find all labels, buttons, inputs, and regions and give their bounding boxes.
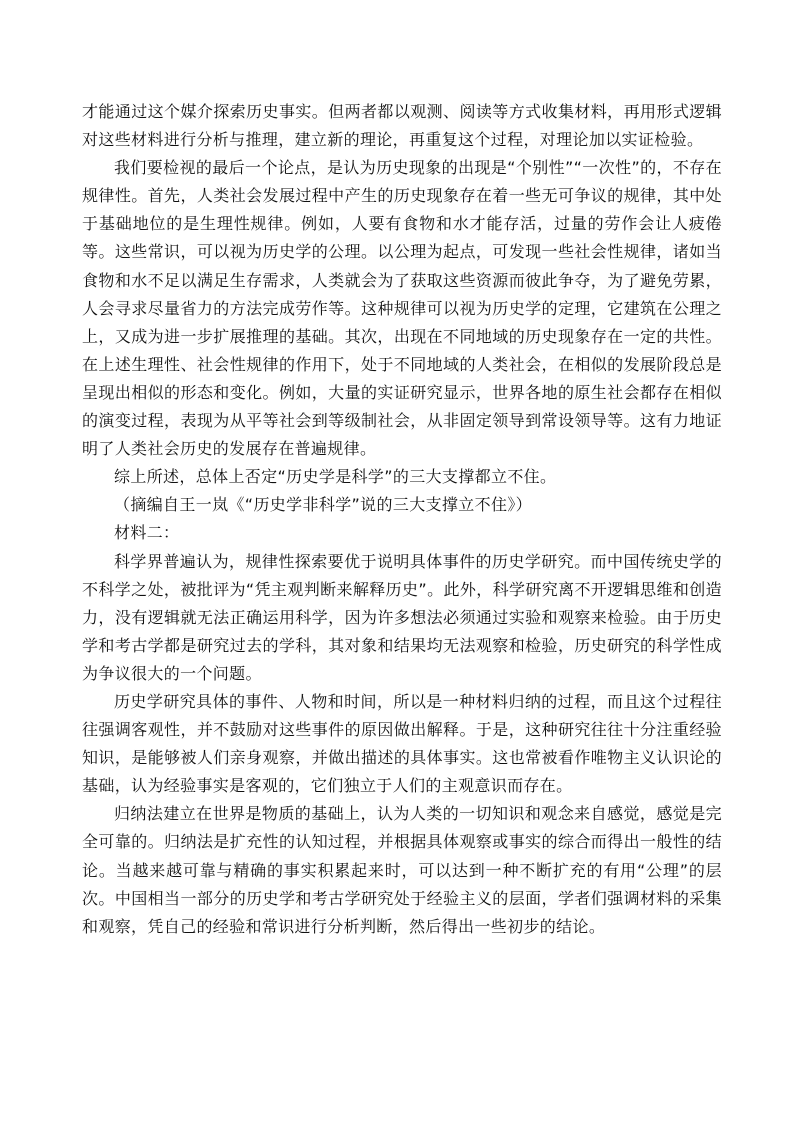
paragraph-science-consensus: 科学界普遍认为，规律性探索要优于说明具体事件的历史学研究。而中国传统史学的不科学之处，被批评为“凭主观判断来解释历史”。此外，科学研究离不开逻辑思维和创造力，没有逻辑就无法正确运用科学，因为许多想法必须通过实验和观察来检验。由于历史学和考古学都是研究过去的学科，其对象和结果均无法观察和检验，历史研究的科学性成为争议很大的一个问题。 <box>82 551 722 683</box>
section-heading-material-two: 材料二： <box>114 523 180 543</box>
paragraph-regularity-argument: 我们要检视的最后一个论点，是认为历史现象的出现是“个别性”“一次性”的，不存在规律性。首先，人类社会发展过程中产生的历史现象存在着一些无可争议的规律，其中处于基础地位的是生理性规律。例如，人要有食物和水才能存活，过量的劳作会让人疲倦等。这些常识，可以视为历史学的公理。以公理为起点，可发现一些社会性规律，诸如当食物和水不足以满足生存需求，人类就会为了获取这些资源而彼此争夺，为了避免劳累，人会寻求尽量省力的方法完成劳作等。这种规律可以视为历史学的定理，它建筑在公理之上，又成为进一步扩展推理的基础。其次，出现在不同地域的历史现象存在一定的共性。在上述生理性、社会性规律的作用下，处于不同地域的人类社会，在相似的发展阶段总是呈现出相似的形态和变化。例如，大量的实证研究显示，世界各地的原生社会都存在相似的演变过程，表现为从平等社会到等级制社会，从非固定领导到常设领导等。这有力地证明了人类社会历史的发展存在普遍规律。 <box>82 158 722 459</box>
body-text <box>82 98 722 941</box>
paragraph-continuation: 才能通过这个媒介探索历史事实。但两者都以观测、阅读等方式收集材料，再用形式逻辑对这些材料进行分析与推理，建立新的理论，再重复这个过程，对理论加以实证检验。 <box>82 102 722 150</box>
paragraph-induction: 归纳法建立在世界是物质的基础上，认为人类的一切知识和观念来自感觉，感觉是完全可靠的。归纳法是扩充性的认知过程，并根据具体观察或事实的综合而得出一般性的结论。当越来越可靠与精确的事实积累起来时，可以达到一种不断扩充的有用“公理”的层次。中国相当一部分的历史学和考古学研究处于经验主义的层面，学者们强调材料的采集和观察，凭自己的经验和常识进行分析判断，然后得出一些初步的结论。 <box>82 804 722 936</box>
paragraph-conclusion: 综上所述，总体上否定“历史学是科学”的三大支撑都立不住。 <box>114 467 557 487</box>
source-citation: （摘编自王一岚《“历史学非科学”说的三大支撑立不住》） <box>114 495 533 515</box>
paragraph-history-research: 历史学研究具体的事件、人物和时间，所以是一种材料归纳的过程，而且这个过程往往强调客观性，并不鼓励对这些事件的原因做出解释。于是，这种研究往往十分注重经验知识，是能够被人们亲身观察，并做出描述的具体事实。这也常被看作唯物主义认识论的基础，认为经验事实是客观的，它们独立于人们的主观意识而存在。 <box>82 691 722 796</box>
